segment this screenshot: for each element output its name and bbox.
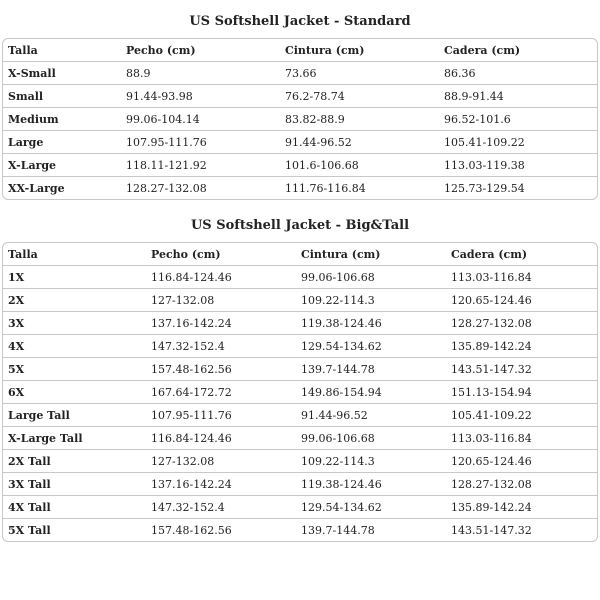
- column-header-talla: Talla: [8, 247, 38, 261]
- cell-talla: 2X Tall: [3, 450, 146, 473]
- column-header-talla: Talla: [8, 43, 38, 57]
- cell-pecho: 157.48-162.56: [146, 519, 296, 542]
- cell-pecho: 91.44-93.98: [121, 85, 280, 108]
- cell-talla: 6X: [3, 381, 146, 404]
- cell-cadera: 128.27-132.08: [446, 473, 597, 496]
- cell-cadera: 88.9-91.44: [439, 85, 597, 108]
- cell-pecho: 127-132.08: [146, 289, 296, 312]
- cell-pecho: 147.32-152.4: [146, 496, 296, 519]
- cell-cintura: 129.54-134.62: [296, 496, 446, 519]
- cell-talla: 4X Tall: [3, 496, 146, 519]
- table-row: [3, 335, 597, 358]
- table-row: [3, 381, 597, 404]
- column-header-pecho: Pecho (cm): [126, 43, 196, 57]
- cell-pecho: 128.27-132.08: [121, 177, 280, 200]
- table-row: [3, 154, 597, 177]
- cell-talla: Large: [3, 131, 121, 154]
- cell-pecho: 116.84-124.46: [146, 266, 296, 289]
- table-row: [3, 108, 597, 131]
- cell-cadera: 135.89-142.24: [446, 335, 597, 358]
- cell-cadera: 120.65-124.46: [446, 289, 597, 312]
- column-header-pecho: Pecho (cm): [151, 247, 221, 261]
- table-header-row: [3, 39, 597, 62]
- cell-cintura: 99.06-106.68: [296, 427, 446, 450]
- cell-talla: X-Large Tall: [3, 427, 146, 450]
- column-header-cintura: Cintura (cm): [301, 247, 381, 261]
- cell-cadera: 113.03-116.84: [446, 427, 597, 450]
- table-header-row: [3, 243, 597, 266]
- cell-talla: 5X Tall: [3, 519, 146, 542]
- table-title: US Softshell Jacket - Big&Tall: [190, 218, 410, 233]
- cell-pecho: 147.32-152.4: [146, 335, 296, 358]
- cell-pecho: 107.95-111.76: [121, 131, 280, 154]
- cell-cadera: 96.52-101.6: [439, 108, 597, 131]
- cell-talla: 5X: [3, 358, 146, 381]
- cell-talla: XX-Large: [3, 177, 121, 200]
- cell-cadera: 143.51-147.32: [446, 358, 597, 381]
- table-row: [3, 519, 597, 542]
- table-row: [3, 85, 597, 108]
- size-table-standard: [3, 39, 597, 199]
- size-table-container: [2, 38, 598, 200]
- cell-cintura: 139.7-144.78: [296, 519, 446, 542]
- cell-pecho: 157.48-162.56: [146, 358, 296, 381]
- cell-cintura: 99.06-106.68: [296, 266, 446, 289]
- cell-pecho: 137.16-142.24: [146, 473, 296, 496]
- table-row: [3, 131, 597, 154]
- table-row: [3, 358, 597, 381]
- cell-cadera: 113.03-119.38: [439, 154, 597, 177]
- table-row: [3, 177, 597, 200]
- table-row: [3, 473, 597, 496]
- cell-cadera: 86.36: [439, 62, 597, 85]
- cell-cadera: 143.51-147.32: [446, 519, 597, 542]
- cell-cintura: 109.22-114.3: [296, 450, 446, 473]
- cell-talla: Small: [3, 85, 121, 108]
- table-row: [3, 404, 597, 427]
- cell-pecho: 107.95-111.76: [146, 404, 296, 427]
- cell-cadera: 128.27-132.08: [446, 312, 597, 335]
- size-chart-big-tall: [2, 200, 598, 542]
- size-table-big-tall: [3, 243, 597, 541]
- column-header-cintura: Cintura (cm): [285, 43, 365, 57]
- table-row: [3, 496, 597, 519]
- cell-cadera: 120.65-124.46: [446, 450, 597, 473]
- cell-pecho: 88.9: [121, 62, 280, 85]
- cell-cadera: 113.03-116.84: [446, 266, 597, 289]
- cell-cintura: 73.66: [280, 62, 439, 85]
- cell-cintura: 139.7-144.78: [296, 358, 446, 381]
- cell-cintura: 91.44-96.52: [280, 131, 439, 154]
- size-chart-standard: [2, 0, 598, 200]
- cell-pecho: 167.64-172.72: [146, 381, 296, 404]
- table-row: [3, 427, 597, 450]
- cell-talla: X-Small: [3, 62, 121, 85]
- cell-pecho: 116.84-124.46: [146, 427, 296, 450]
- column-header-cadera: Cadera (cm): [444, 43, 521, 57]
- cell-cintura: 129.54-134.62: [296, 335, 446, 358]
- cell-talla: X-Large: [3, 154, 121, 177]
- cell-talla: 1X: [3, 266, 146, 289]
- cell-cadera: 135.89-142.24: [446, 496, 597, 519]
- cell-pecho: 127-132.08: [146, 450, 296, 473]
- cell-talla: 3X: [3, 312, 146, 335]
- cell-cintura: 91.44-96.52: [296, 404, 446, 427]
- cell-cadera: 151.13-154.94: [446, 381, 597, 404]
- cell-talla: Large Tall: [3, 404, 146, 427]
- cell-pecho: 99.06-104.14: [121, 108, 280, 131]
- cell-cintura: 101.6-106.68: [280, 154, 439, 177]
- cell-cadera: 105.41-109.22: [439, 131, 597, 154]
- cell-cintura: 76.2-78.74: [280, 85, 439, 108]
- cell-cintura: 83.82-88.9: [280, 108, 439, 131]
- cell-talla: 2X: [3, 289, 146, 312]
- cell-pecho: 137.16-142.24: [146, 312, 296, 335]
- table-row: [3, 312, 597, 335]
- cell-pecho: 118.11-121.92: [121, 154, 280, 177]
- cell-talla: 4X: [3, 335, 146, 358]
- cell-cadera: 105.41-109.22: [446, 404, 597, 427]
- cell-cintura: 119.38-124.46: [296, 312, 446, 335]
- table-row: [3, 450, 597, 473]
- cell-cintura: 109.22-114.3: [296, 289, 446, 312]
- cell-cintura: 149.86-154.94: [296, 381, 446, 404]
- table-title: US Softshell Jacket - Standard: [189, 14, 411, 29]
- column-header-cadera: Cadera (cm): [451, 247, 528, 261]
- cell-talla: Medium: [3, 108, 121, 131]
- cell-cadera: 125.73-129.54: [439, 177, 597, 200]
- cell-cintura: 119.38-124.46: [296, 473, 446, 496]
- table-row: [3, 289, 597, 312]
- cell-talla: 3X Tall: [3, 473, 146, 496]
- table-row: [3, 62, 597, 85]
- size-table-container: [2, 242, 598, 542]
- cell-cintura: 111.76-116.84: [280, 177, 439, 200]
- table-row: [3, 266, 597, 289]
